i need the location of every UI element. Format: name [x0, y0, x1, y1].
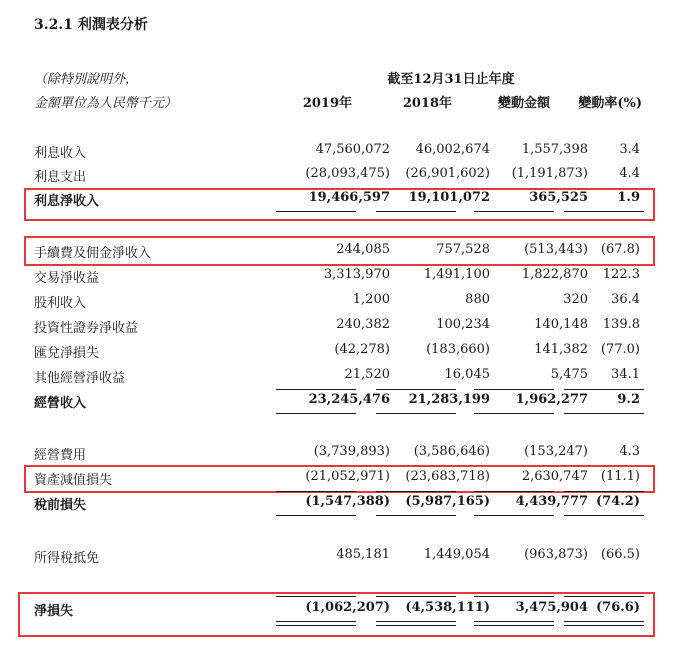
- cell-change-rate: (67.8): [600, 242, 640, 257]
- total-rule: [376, 515, 456, 516]
- cell-change-amount: 140,148: [534, 317, 588, 332]
- row-label: 稅前損失: [34, 498, 87, 513]
- cell-change-rate: (11.1): [600, 469, 640, 484]
- cell-change-rate: 3.4: [619, 142, 640, 157]
- cell-2019: 3,313,970: [323, 267, 390, 282]
- cell-2019: 23,245,476: [308, 392, 390, 407]
- highlight-box-fee-commission: [24, 236, 655, 266]
- row-label: 經營費用: [34, 448, 87, 463]
- row-label: 利息收入: [34, 146, 87, 161]
- row-label: 資產減值損失: [34, 473, 113, 488]
- cell-change-amount: 5,475: [550, 367, 588, 382]
- cell-change-rate: 4.4: [619, 166, 640, 181]
- cell-2019: 485,181: [336, 547, 390, 562]
- cell-2018: 16,045: [444, 367, 490, 382]
- cell-2018: 1,449,054: [423, 547, 490, 562]
- cell-change-amount: 2,630,747: [521, 469, 588, 484]
- cell-change-rate: (76.6): [596, 600, 640, 615]
- cell-change-rate: 36.4: [611, 292, 640, 307]
- cell-2019: (1,547,388): [305, 494, 390, 509]
- row-interest-expense: [34, 164, 646, 186]
- cell-2019: 244,085: [336, 242, 390, 257]
- total-rule: [474, 413, 554, 414]
- row-trading-gain: [34, 265, 646, 287]
- cell-change-rate: (74.2): [596, 494, 640, 509]
- row-label: 其他經營淨收益: [34, 371, 126, 386]
- row-fx-loss: [34, 340, 646, 362]
- highlight-box-net-interest-income: [24, 188, 655, 221]
- cell-change-amount: 1,822,870: [521, 267, 588, 282]
- cell-change-rate: 139.8: [602, 317, 640, 332]
- row-pretax-loss: [34, 492, 646, 514]
- cell-change-amount: 141,382: [534, 342, 588, 357]
- col-header-2018: 2018年: [402, 96, 452, 111]
- row-label: 投資性證券淨收益: [34, 321, 139, 336]
- row-label: 利息淨收入: [34, 194, 100, 209]
- cell-2018: 880: [465, 292, 490, 307]
- cell-2018: 21,283,199: [408, 392, 490, 407]
- cell-change-amount: (963,873): [524, 547, 588, 562]
- cell-2018: 757,528: [436, 242, 490, 257]
- cell-2019: (21,052,971): [305, 469, 390, 484]
- row-operating-income: [34, 390, 646, 412]
- row-operating-expense: [34, 442, 646, 464]
- cell-2018: (3,586,646): [413, 444, 490, 459]
- total-rule: [376, 413, 456, 414]
- total-rule: [564, 413, 644, 414]
- cell-2018: (4,538,111): [405, 600, 490, 615]
- cell-change-amount: 1,557,398: [521, 142, 588, 157]
- row-label: 手續費及佣金淨收入: [34, 246, 152, 261]
- cell-2019: (42,278): [334, 342, 390, 357]
- col-header-change-amount: 變動金額: [497, 96, 550, 111]
- row-investment-securities: [34, 315, 646, 337]
- cell-2018: (183,660): [426, 342, 490, 357]
- highlight-box-impairment-loss: [24, 465, 655, 493]
- col-header-change-rate: 變動率(%): [578, 96, 642, 111]
- cell-2018: (23,683,718): [405, 469, 490, 484]
- section-title: 3.2.1 利潤表分析: [34, 17, 148, 33]
- cell-2019: 47,560,072: [315, 142, 390, 157]
- cell-change-amount: (513,443): [524, 242, 588, 257]
- cell-change-amount: 3,475,904: [515, 600, 588, 615]
- row-label: 利息支出: [34, 170, 87, 185]
- cell-change-amount: 1,962,277: [515, 392, 588, 407]
- cell-2018: 100,234: [436, 317, 490, 332]
- row-label: 經營收入: [34, 396, 87, 411]
- unit-note-line2: 金額單位為人民幣千元）: [34, 96, 178, 111]
- cell-2019: (1,062,207): [305, 600, 390, 615]
- row-dividend-income: [34, 290, 646, 312]
- col-header-2019: 2019年: [302, 96, 352, 111]
- cell-change-rate: 4.3: [619, 444, 640, 459]
- total-rule: [276, 515, 356, 516]
- cell-2018: 1,491,100: [423, 267, 490, 282]
- row-label: 匯兌淨損失: [34, 346, 100, 361]
- row-interest-income: [34, 140, 646, 162]
- cell-change-amount: (1,191,873): [511, 166, 588, 181]
- cell-change-amount: (153,247): [524, 444, 588, 459]
- row-other-operating: [34, 365, 646, 387]
- cell-change-rate: (77.0): [600, 342, 640, 357]
- period-header: 截至12月31日止年度: [387, 72, 515, 87]
- cell-2019: 19,466,597: [308, 190, 390, 205]
- total-rule: [474, 515, 554, 516]
- cell-change-amount: 320: [563, 292, 588, 307]
- row-income-tax-credit: [34, 545, 646, 567]
- row-label: 淨損失: [34, 604, 74, 619]
- cell-change-rate: 122.3: [602, 267, 640, 282]
- total-rule: [564, 515, 644, 516]
- total-rule: [276, 413, 356, 414]
- cell-change-amount: 4,439,777: [515, 494, 588, 509]
- cell-2018: (5,987,165): [405, 494, 490, 509]
- cell-2019: 21,520: [344, 367, 390, 382]
- cell-change-amount: 365,525: [529, 190, 588, 205]
- cell-change-rate: 34.1: [611, 367, 640, 382]
- cell-2018: 46,002,674: [415, 142, 490, 157]
- cell-2019: 240,382: [336, 317, 390, 332]
- cell-change-rate: 1.9: [617, 190, 640, 205]
- row-label: 所得稅抵免: [34, 551, 100, 566]
- highlight-box-net-loss: [18, 592, 655, 637]
- cell-change-rate: 9.2: [617, 392, 640, 407]
- cell-2019: 1,200: [352, 292, 390, 307]
- row-label: 股利收入: [34, 296, 87, 311]
- cell-2018: 19,101,072: [408, 190, 490, 205]
- cell-2019: (3,739,893): [313, 444, 390, 459]
- cell-2019: (28,093,475): [305, 166, 390, 181]
- row-label: 交易淨收益: [34, 271, 100, 286]
- unit-note-line1: （除特別說明外，: [34, 72, 139, 87]
- cell-change-rate: (66.5): [600, 547, 640, 562]
- cell-2018: (26,901,602): [405, 166, 490, 181]
